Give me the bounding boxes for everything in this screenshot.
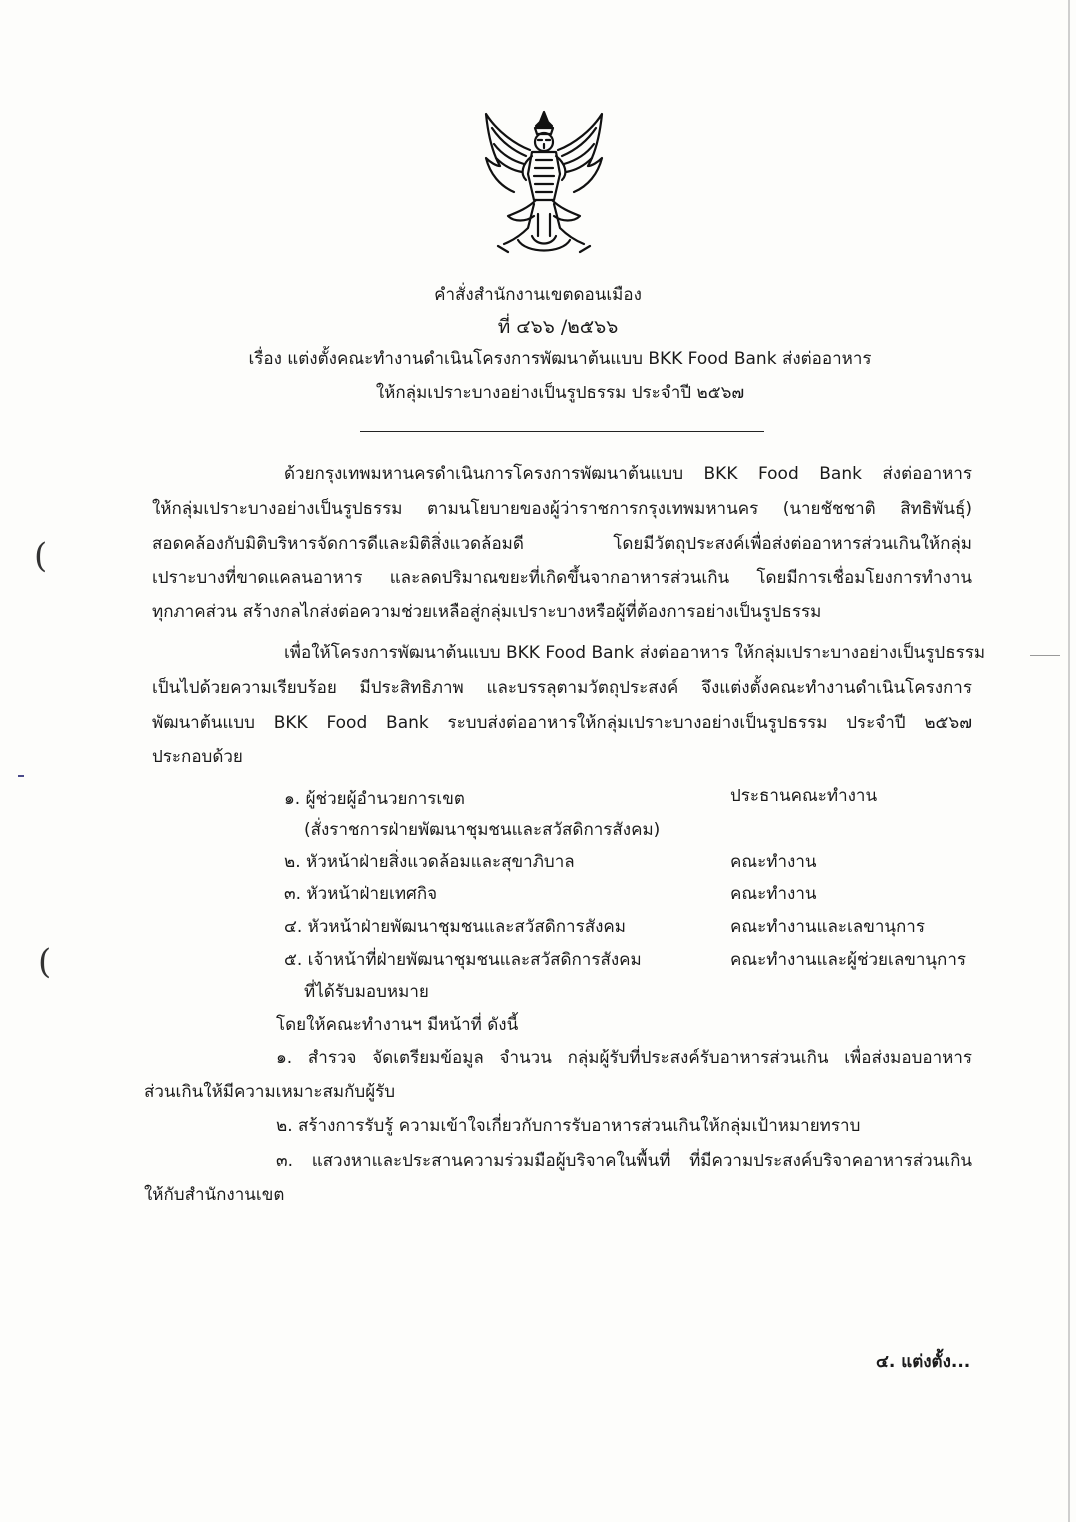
- para2-line-4: ประกอบด้วย: [152, 747, 243, 767]
- duty-3-line-2: ให้กับสำนักงานเขต: [144, 1185, 285, 1205]
- para1-line-3: สอดคล้องกับมิติบริหารจัดการดีและมิติสิ่งแวดล้อมดี โดยมีวัตถุประสงค์เพื่อส่งต่ออาหารส่วนเกินให้กลุ่ม: [152, 534, 972, 554]
- para1-line-5: ทุกภาคส่วน สร้างกลไกส่งต่อความช่วยเหลือสู่กลุ่มเปราะบางหรือผู้ที่ต้องการอย่างเป็นรูปธรรม: [152, 602, 822, 622]
- member-2-role: คณะทำงาน: [730, 852, 817, 872]
- duties-intro: โดยให้คณะทำงานฯ มีหน้าที่ ดังนี้: [276, 1015, 519, 1035]
- subject-line-1: เรื่อง แต่งตั้งคณะทำงานดำเนินโครงการพัฒนาต้นแบบ BKK Food Bank ส่งต่ออาหาร: [248, 349, 872, 369]
- para1-line-4: เปราะบางที่ขาดแคลนอาหาร และลดปริมาณขยะที่เกิดขึ้นจากอาหารส่วนเกิน โดยมีการเชื่อมโยงการทำงาน: [152, 568, 972, 588]
- para1-line-1: ด้วยกรุงเทพมหานครดำเนินการโครงการพัฒนาต้นแบบ BKK Food Bank ส่งต่ออาหาร: [284, 464, 972, 484]
- member-4-role: คณะทำงานและเลขานุการ: [730, 917, 925, 937]
- member-3-role: คณะทำงาน: [730, 884, 817, 904]
- duty-1-line-1: ๑. สำรวจ จัดเตรียมข้อมูล จำนวน กลุ่มผู้รับที่ประสงค์รับอาหารส่วนเกิน เพื่อส่งมอบอาหาร: [276, 1048, 972, 1068]
- scan-edge-line: [1068, 0, 1070, 1522]
- duty-1-line-2: ส่วนเกินให้มีความเหมาะสมกับผู้รับ: [144, 1082, 396, 1102]
- scan-dash-left: [18, 775, 24, 777]
- duty-2: ๒. สร้างการรับรู้ ความเข้าใจเกี่ยวกับการรับอาหารส่วนเกินให้กลุ่มเป้าหมายทราบ: [276, 1116, 861, 1136]
- member-5-name: ๕. เจ้าหน้าที่ฝ่ายพัฒนาชุมชนและสวัสดิการสังคม: [284, 950, 642, 970]
- member-4-name: ๔. หัวหน้าฝ่ายพัฒนาชุมชนและสวัสดิการสังคม: [284, 917, 626, 937]
- punch-hole-mark-bottom: (: [38, 942, 52, 982]
- garuda-emblem: [478, 104, 610, 264]
- scan-dash: [1030, 655, 1060, 656]
- member-1-name-cont: (สั่งราชการฝ่ายพัฒนาชุมชนและสวัสดิการสังคม): [304, 820, 661, 840]
- subject-line-2: ให้กลุ่มเปราะบางอย่างเป็นรูปธรรม ประจำปี ๒๕๖๗: [375, 383, 745, 403]
- member-3-name: ๓. หัวหน้าฝ่ายเทศกิจ: [284, 884, 438, 904]
- continuation-note: ๔. แต่งตั้ง...: [876, 1352, 971, 1372]
- punch-hole-mark-top: (: [34, 536, 48, 576]
- para2-line-3: พัฒนาต้นแบบ BKK Food Bank ระบบส่งต่ออาหารให้กลุ่มเปราะบางอย่างเป็นรูปธรรม ประจำปี ๒๕๖๗: [152, 713, 972, 733]
- member-1-name: ๑. ผู้ช่วยผู้อำนวยการเขต: [284, 789, 465, 809]
- member-5-name-cont: ที่ได้รับมอบหมาย: [304, 982, 429, 1002]
- member-1-role: ประธานคณะทำงาน: [730, 786, 878, 806]
- para1-line-2: ให้กลุ่มเปราะบางอย่างเป็นรูปธรรม ตามนโยบายของผู้ว่าราชการกรุงเทพมหานคร (นายชัชชาติ สิทธิพันธุ์): [152, 499, 972, 519]
- header-divider: [360, 431, 764, 432]
- order-title: คำสั่งสำนักงานเขตดอนเมือง: [434, 285, 642, 305]
- para2-line-1: เพื่อให้โครงการพัฒนาต้นแบบ BKK Food Bank ส่งต่ออาหาร ให้กลุ่มเปราะบางอย่างเป็นรูปธรรม: [284, 643, 986, 663]
- order-number: ที่ ๔๖๖ /๒๕๖๖: [497, 316, 619, 338]
- member-2-name: ๒. หัวหน้าฝ่ายสิ่งแวดล้อมและสุขาภิบาล: [284, 852, 575, 872]
- para2-line-2: เป็นไปด้วยความเรียบร้อย มีประสิทธิภาพ และบรรลุตามวัตถุประสงค์ จึงแต่งตั้งคณะทำงานดำเนินโครงการ: [152, 678, 972, 698]
- duty-3-line-1: ๓. แสวงหาและประสานความร่วมมือผู้บริจาคในพื้นที่ ที่มีความประสงค์บริจาคอาหารส่วนเกิน: [276, 1151, 972, 1171]
- member-5-role: คณะทำงานและผู้ช่วยเลขานุการ: [730, 950, 966, 970]
